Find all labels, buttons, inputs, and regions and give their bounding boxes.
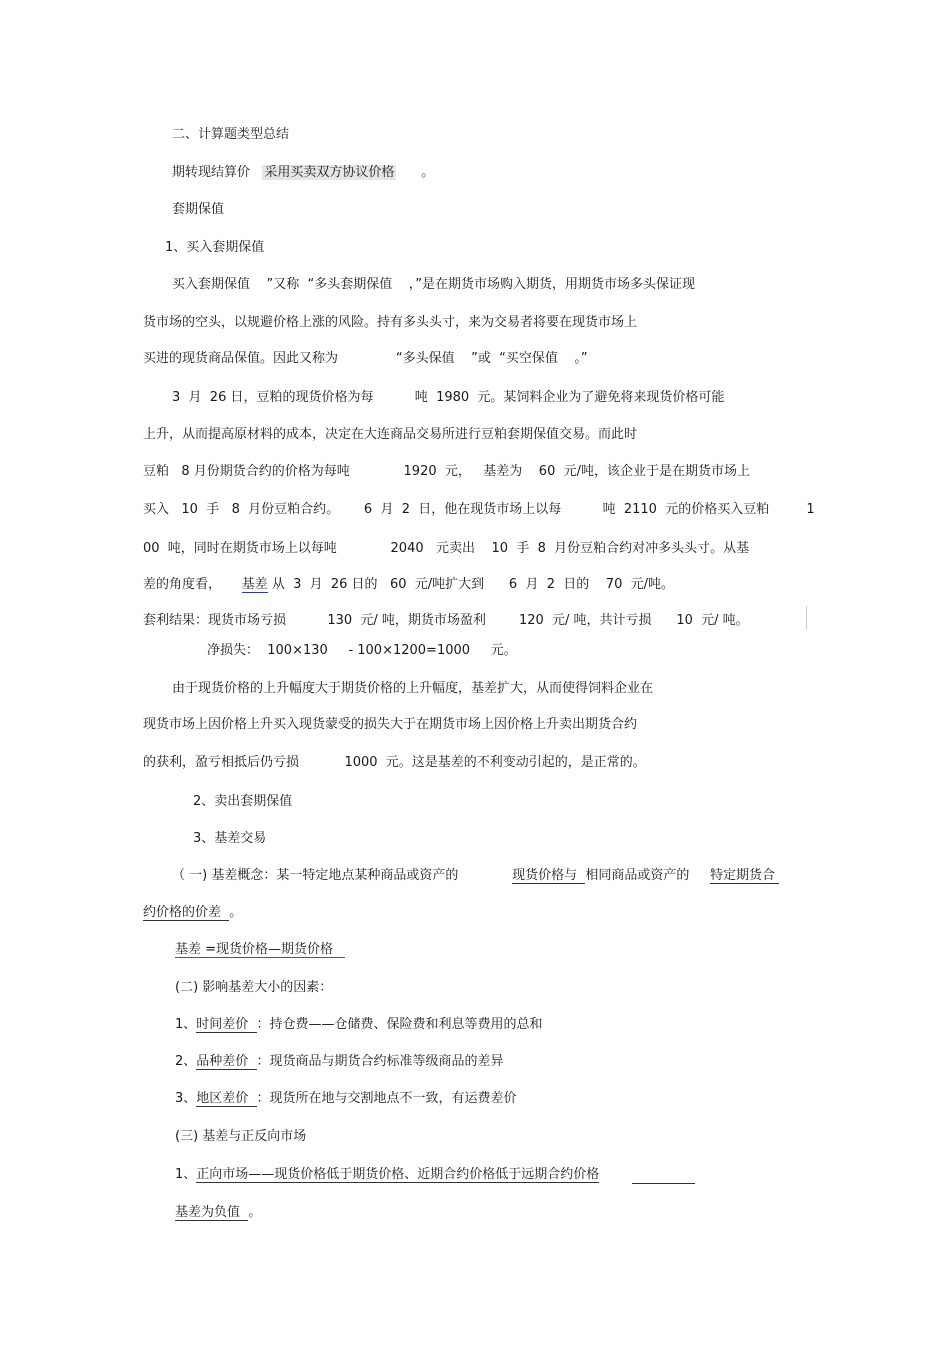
text-line [143,576,674,594]
text-span: 。 [229,905,243,920]
text-line: 买进的现货商品保值。因此又称为 “多头保值 ”或 “买空保值 。” [143,351,588,366]
text-span: 1、 [175,1017,197,1032]
underlined-term: 基差 [241,577,268,592]
underlined-term: 基差 =现货价格—期货价格 [175,942,346,957]
text-line: 上升，从而提高原材料的成本，决定在大连商品交易所进行豆粕套期保值交易。而此时 [143,427,638,442]
text-span: ：现货商品与期货合约标准等级商品的差异 [256,1054,504,1069]
underlined-term: 基差为负值 [175,1205,249,1220]
text-line: 净损失： 100×130 - 100×1200=1000 元。 [207,643,517,658]
text-line [172,164,434,182]
text-span: ：现货所在地与交割地点不一致，有运费差价 [256,1091,517,1106]
underlined-term: 正向市场——现货价格低于期货价格、近期合约价格低于远期合约价格 [196,1167,600,1182]
text-line: 套期保值 [172,202,225,217]
text-line: 现货市场上因价格上升买入现货蒙受的损失大于在期货市场上因价格上升卖出期货合约 [143,717,638,732]
text-span: 2、 [175,1054,197,1069]
text-line: 3 月 26 日，豆粕的现货价格为每 吨 1980 元。某饲料企业为了避免将来现货价格可能 [172,390,725,405]
text-span: 。 [248,1205,262,1220]
formula-line [175,941,345,959]
subheading: (二) 影响基差大小的因素： [175,980,333,995]
text-line: 由于现货价格的上升幅度大于期货价格的上升幅度，基差扩大，从而使得饲料企业在 [172,681,654,696]
text-span: 。 [421,165,435,180]
subheading: 3、基差交易 [193,831,267,846]
text-span: 期转现结算价 [172,165,251,180]
subheading: 1、买入套期保值 [165,240,265,255]
text-line: 的获利，盈亏相抵后仍亏损 1000 元。这是基差的不利变动引起的，是正常的。 [143,755,646,770]
subheading: (三) 基差与正反向市场 [175,1129,307,1144]
section-title: 二、计算题类型总结 [172,127,290,142]
text-line: 豆粕 8 月份期货合约的价格为每吨 1920 元， 基差为 60 元/吨，该企业于是在期货市场上 [143,464,750,479]
text-line [175,1204,261,1222]
text-line: 00 吨，同时在期货市场上以每吨 2040 元卖出 10 手 8 月份豆粕合约对冲多头头寸。从基 [143,541,750,556]
text-span: 相同商品或资产的 [585,868,710,883]
text-line [172,867,779,885]
subheading: 2、卖出套期保值 [193,794,293,809]
text-line [143,904,242,922]
underlined-term: 地区差价 [196,1091,257,1106]
text-span: 1、 [175,1167,197,1182]
text-line: 买入 10 手 8 月份豆粕合约。 6 月 2 日，他在现货市场上以每 吨 2110 元的价格买入豆粕 1 [143,502,815,517]
list-item [175,1090,517,1108]
list-item [175,1016,543,1034]
text-span: 3、 [175,1091,197,1106]
text-span: 差的角度看， [143,577,242,592]
text-line: 货市场的空头，以规避价格上涨的风险。持有多头头寸，来为交易者将要在现货市场上 [143,315,638,330]
text-span: 从 3 月 26 日的 60 元/吨扩大到 6 月 2 日的 70 元/吨。 [267,577,674,592]
text-line: 买入套期保值 ”又称 “多头套期保值 ，”是在期货市场购入期货，用期货市场多头保证现 [172,277,696,292]
blank-underline [632,1183,695,1184]
list-item [175,1053,504,1071]
underlined-term: 约价格的价差 [143,905,230,920]
text-span: （ 一) 基差概念：某一特定地点某种商品或资产的 [172,868,513,883]
text-span: ：持仓费——仓储费、保险费和利息等费用的总和 [256,1017,543,1032]
list-item [175,1166,599,1184]
underlined-term: 时间差价 [196,1017,257,1032]
highlighted-text: 采用买卖双方协议价格 [264,165,395,180]
result-line: 套利结果：现货市场亏损 130 元/ 吨，期货市场盈利 120 元/ 吨，共计亏损 10 元/ 吨。 [143,613,749,628]
underlined-term: 特定期货合 [710,868,780,883]
underlined-term: 现货价格与 [512,868,586,883]
underlined-term: 品种差价 [196,1054,257,1069]
